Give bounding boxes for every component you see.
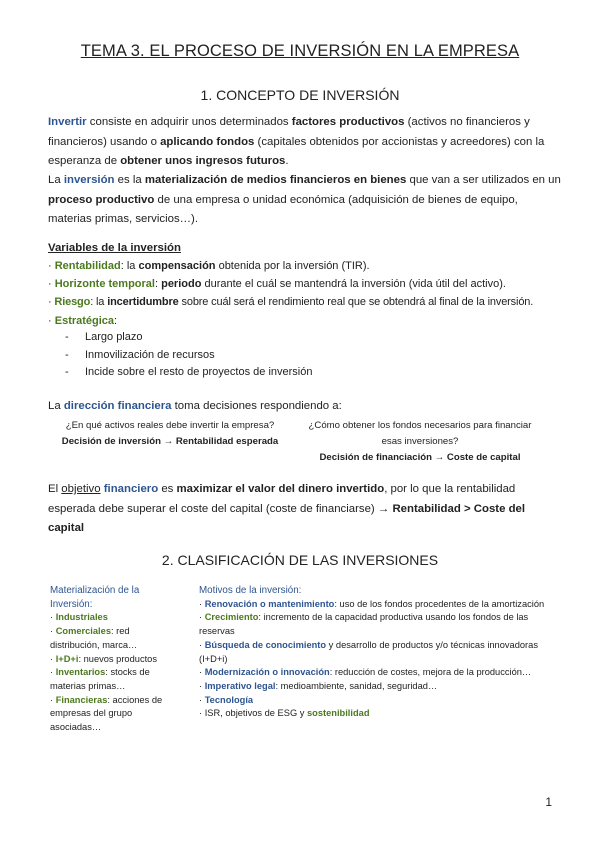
- section-2-heading: 2. CLASIFICACIÓN DE LAS INVERSIONES: [161, 552, 439, 568]
- bullet: ·: [50, 612, 56, 623]
- motivos-column: [199, 584, 549, 721]
- bullet: ·: [199, 694, 205, 705]
- list-item-text: Inmovilización de recursos: [85, 348, 215, 361]
- list-item: [199, 666, 549, 680]
- decision-question: esas inversiones?: [381, 435, 459, 447]
- term: aplicando fondos: [160, 135, 255, 148]
- item-label: Tecnología: [204, 694, 254, 705]
- list-item: [50, 694, 165, 735]
- item-text: : stocks de materias primas…: [50, 667, 150, 691]
- bullet: ·: [199, 598, 205, 609]
- list-item: [199, 707, 549, 721]
- text: (capitales obtenidos por accionistas y acreedores) con la esperanza de: [48, 135, 545, 167]
- bullet: ·: [50, 694, 56, 705]
- text: sobre cuál será el rendimiento real que se obtendrá al final de la inversión.: [178, 296, 534, 309]
- item-label: Industriales: [55, 612, 108, 623]
- bullet: ·: [50, 626, 56, 637]
- text: es la: [114, 174, 145, 186]
- bullet: ·: [199, 708, 205, 719]
- variable-label: Horizonte temporal: [54, 278, 155, 291]
- bullet: ·: [50, 653, 56, 664]
- list-item: - Incide sobre el resto de proyectos de inversión: [65, 364, 312, 382]
- paragraph-objetivo: [48, 480, 563, 539]
- term-invertir: Invertir: [48, 116, 87, 128]
- list-item-text: Incide sobre el resto de proyectos de inversión: [85, 366, 313, 378]
- text: .: [285, 155, 289, 167]
- bullet: ·: [50, 667, 56, 678]
- term: maximizar el valor del dinero invertido: [176, 483, 385, 495]
- variable-item: [48, 275, 568, 293]
- term: incertidumbre: [107, 296, 179, 309]
- page-number: 1: [545, 795, 552, 809]
- term: obtener unos ingresos futuros: [120, 155, 286, 167]
- list-item: - Inmovilización de recursos: [65, 347, 312, 365]
- paragraph-inversion: [48, 171, 563, 230]
- term: compensación: [138, 260, 216, 272]
- bullet: ·: [199, 612, 205, 623]
- text: : la: [90, 296, 108, 309]
- section-1-heading: 1. CONCEPTO DE INVERSIÓN: [200, 87, 400, 103]
- list-item: [199, 694, 549, 708]
- direccion-financiera-line: [48, 397, 563, 417]
- variables-title: Variables de la inversión: [48, 242, 181, 254]
- list-item: [50, 625, 165, 652]
- item-text: : medioambiente, sanidad, seguridad…: [275, 680, 438, 691]
- item-label: sostenibilidad: [307, 708, 370, 719]
- list-item: [50, 666, 165, 693]
- text: es: [158, 483, 177, 495]
- item-label: Imperativo legal: [204, 680, 276, 691]
- materializacion-list: [50, 611, 165, 734]
- decision-inversion-block: [50, 418, 290, 449]
- text: (activos no financieros y financieros) usando o: [48, 116, 530, 148]
- decision-answer: Decisión de inversión → Rentabilidad esperada: [61, 435, 279, 447]
- term: materialización de medios financieros en bienes: [144, 174, 407, 186]
- term: factores productivos: [291, 116, 405, 128]
- item-text: : incremento de la capacidad productiva usando los fondos de las reservas: [199, 612, 529, 637]
- text: durante el cuál se mantendrá la inversión (vida útil del activo).: [201, 278, 506, 291]
- variable-item: [48, 293, 568, 311]
- text: , por lo que la rentabilidad esperada debe superar el coste del capital (coste de financiarse) →: [48, 483, 516, 515]
- text: consiste en adquirir unos determinados: [86, 116, 292, 128]
- bullet: ·: [199, 680, 205, 691]
- item-text: y desarrollo de productos y/o técnicas innovadoras (I+D+i): [199, 639, 538, 664]
- bullet: ·: [48, 278, 55, 291]
- list-item-text: Largo plazo: [85, 331, 143, 343]
- item-text: : reducción de costes, mejora de la producción…: [329, 667, 532, 678]
- list-item: [50, 611, 165, 625]
- decision-financiacion-block: [300, 418, 540, 466]
- motivos-list: [199, 598, 549, 721]
- text: : la: [120, 260, 139, 272]
- decision-answer: Decisión de financiación → Coste de capital: [319, 452, 521, 463]
- term-financiero: financiero: [103, 483, 159, 495]
- item-text: : acciones de empresas del grupo asociadas…: [50, 694, 163, 733]
- text: toma decisiones respondiendo a:: [171, 400, 342, 412]
- text: El: [48, 483, 62, 495]
- item-label: Inventarios: [55, 667, 106, 678]
- term: periodo: [161, 278, 202, 291]
- item-label: Financieras: [55, 694, 108, 705]
- materializacion-column: [50, 584, 165, 735]
- item-label: Búsqueda de conocimiento: [204, 639, 327, 650]
- list-item: [199, 611, 549, 638]
- term: objetivo: [61, 483, 101, 495]
- strategic-sublist: [65, 329, 312, 382]
- list-item: [199, 598, 549, 612]
- column-heading: Materialización de la Inversión:: [50, 585, 140, 610]
- text: de una empresa o unidad económica (adquisición de bienes de equipo, materias primas, servicios…).: [48, 193, 518, 225]
- item-text: ISR, objetivos de ESG y: [204, 708, 307, 719]
- item-label: Crecimiento: [204, 612, 259, 623]
- list-item: - Largo plazo: [65, 329, 312, 347]
- item-label: Comerciales: [55, 626, 111, 637]
- variables-list: [48, 257, 568, 330]
- variable-item: [48, 312, 568, 330]
- paragraph-invertir: [48, 113, 563, 172]
- variable-label: Estratégica: [54, 314, 115, 327]
- item-text: : nuevos productos: [78, 653, 157, 664]
- bullet: ·: [199, 639, 205, 650]
- variable-item: [48, 257, 568, 275]
- item-label: Modernización o innovación: [204, 667, 330, 678]
- text: :: [114, 314, 118, 327]
- term-inversion: inversión: [63, 174, 115, 186]
- bullet: ·: [48, 260, 55, 272]
- list-item: [199, 639, 549, 666]
- column-heading: Motivos de la inversión:: [199, 585, 302, 596]
- text: obtenida por la inversión (TIR).: [215, 260, 370, 272]
- text: :: [154, 278, 162, 291]
- term: proceso productivo: [48, 193, 155, 206]
- document-title: TEMA 3. EL PROCESO DE INVERSIÓN EN LA EMPRESA: [80, 42, 520, 60]
- decision-question: ¿Cómo obtener los fondos necesarios para financiar: [308, 420, 532, 431]
- bullet: ·: [48, 296, 55, 309]
- term-direccion-financiera: dirección financiera: [63, 400, 172, 412]
- decision-question: ¿En qué activos reales debe invertir la empresa?: [65, 420, 275, 431]
- text: que van a ser utilizados en un: [406, 174, 561, 186]
- item-text: : uso de los fondos procedentes de la amortización: [334, 598, 545, 609]
- bullet: ·: [199, 667, 205, 678]
- list-item: [199, 680, 549, 694]
- item-label: Renovación o mantenimiento: [204, 598, 335, 609]
- item-text: : red distribución, marca…: [50, 626, 138, 650]
- variable-label: Rentabilidad: [54, 260, 121, 272]
- list-item: [50, 653, 165, 667]
- term: Rentabilidad > Coste del capital: [48, 502, 526, 534]
- text: La: [48, 174, 64, 186]
- item-label: I+D+i: [55, 653, 79, 664]
- variable-label: Riesgo: [54, 296, 91, 309]
- bullet: ·: [48, 314, 55, 327]
- text: La: [48, 400, 64, 412]
